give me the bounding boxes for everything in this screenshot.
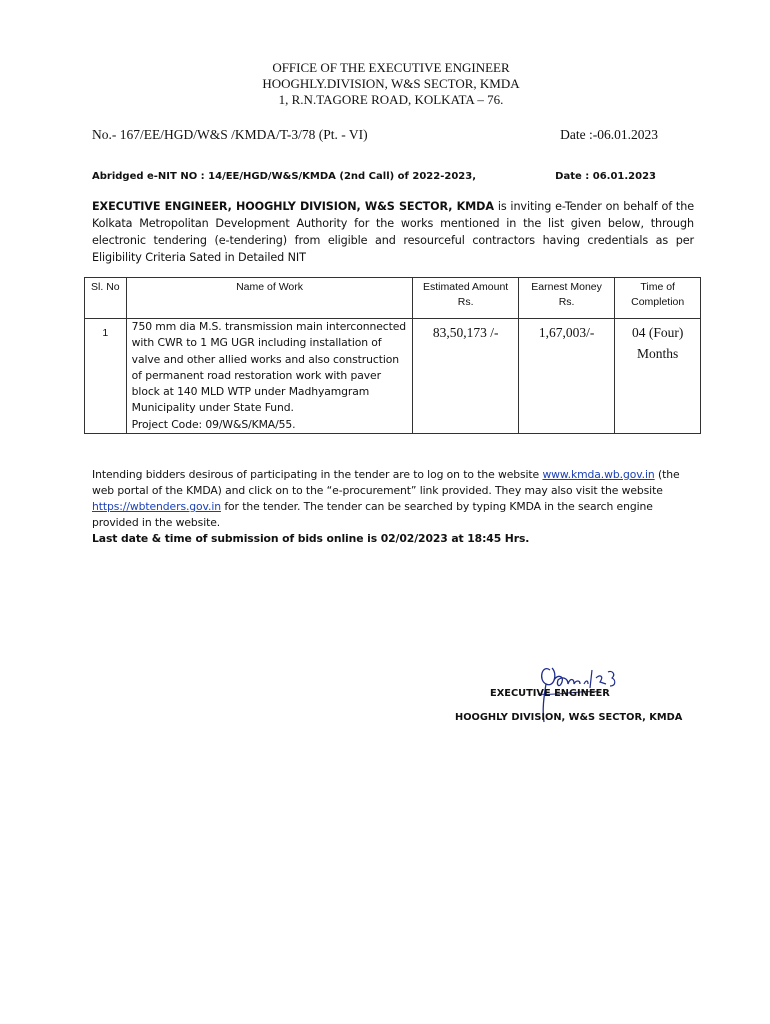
- work-line: valve and other allied works and also construction: [131, 352, 399, 366]
- cell-name-of-work: [126, 319, 413, 434]
- signatory-organization: HOOGHLY DIVISION, W&S SECTOR, KMDA: [455, 712, 683, 723]
- reference-number: No.- 167/EE/HGD/W&S /KMDA/T-3/78 (Pt. - VI): [92, 127, 368, 142]
- work-line: with CWR to 1 MG UGR including installation of: [131, 336, 382, 350]
- header-time-of-completion: Time of Completion: [615, 278, 701, 319]
- intro-text: is inviting e-Tender on behalf of the Kolkata Metropolitan Development Authority for the works mentioned in the list given below, through electronic tendering (e-tendering) from eligible and resourceful contractors having credentials as per Eligibility Criteria Sated in Detailed NIT: [92, 200, 694, 264]
- cell-sl-no: 1: [85, 319, 127, 434]
- cell-time-of-completion: 04 (Four) Months: [615, 319, 701, 434]
- office-header: [0, 60, 770, 108]
- work-line: Project Code: 09/W&S/KMA/55.: [131, 417, 296, 431]
- reference-line: [92, 127, 668, 143]
- reference-date: Date :-06.01.2023: [560, 127, 658, 142]
- intro-paragraph: [92, 198, 694, 266]
- header-sl-no: Sl. No: [85, 278, 127, 319]
- signatory-title: EXECUTIVE ENGINEER: [490, 688, 610, 699]
- instructions-paragraph: Intending bidders desirous of participating in the tender are to log on to the website www.kmda.wb.gov.in (the web portal of the KMDA) and click on to the “e-procurement” link provided. They may also visit the website https://wbtenders.gov.in for the tender. The tender can be searched by typing KMDA in the search engine provided in the website. Last date & time of submission of bids online is 02/02/2023 at 18:45 Hrs.: [92, 467, 692, 547]
- office-line-1: OFFICE OF THE EXECUTIVE ENGINEER: [272, 60, 510, 75]
- office-line-3: 1, R.N.TAGORE ROAD, KOLKATA – 76.: [278, 92, 504, 107]
- work-line: of permanent road restoration work with paver: [131, 368, 381, 382]
- header-name-of-work: Name of Work: [126, 278, 413, 319]
- nit-date: Date : 06.01.2023: [555, 171, 656, 182]
- last-date-notice: Last date & time of submission of bids online is 02/02/2023 at 18:45 Hrs.: [92, 532, 530, 545]
- nit-line: [92, 171, 668, 182]
- table-row: [85, 319, 701, 434]
- works-table: [84, 277, 701, 434]
- work-line: Municipality under State Fund.: [131, 401, 294, 415]
- table-header-row: [85, 278, 701, 319]
- cell-earnest-money: 1,67,003/-: [518, 319, 615, 434]
- wbtenders-website-link[interactable]: https://wbtenders.gov.in: [92, 500, 221, 513]
- header-estimated-amount: Estimated Amount Rs.: [413, 278, 518, 319]
- intro-issuer: EXECUTIVE ENGINEER, HOOGHLY DIVISION, W&S SECTOR, KMDA: [92, 200, 494, 213]
- work-line: 750 mm dia M.S. transmission main interconnected: [131, 320, 407, 333]
- kmda-website-link[interactable]: www.kmda.wb.gov.in: [542, 468, 655, 481]
- nit-title: Abridged e-NIT NO : 14/EE/HGD/W&S/KMDA (2nd Call) of 2022-2023,: [92, 171, 476, 182]
- cell-estimated-amount: 83,50,173 /-: [413, 319, 518, 434]
- office-line-2: HOOGHLY.DIVISION, W&S SECTOR, KMDA: [262, 76, 520, 91]
- work-line: block at 140 MLD WTP under Madhyamgram: [131, 385, 370, 399]
- header-earnest-money: Earnest Money Rs.: [518, 278, 615, 319]
